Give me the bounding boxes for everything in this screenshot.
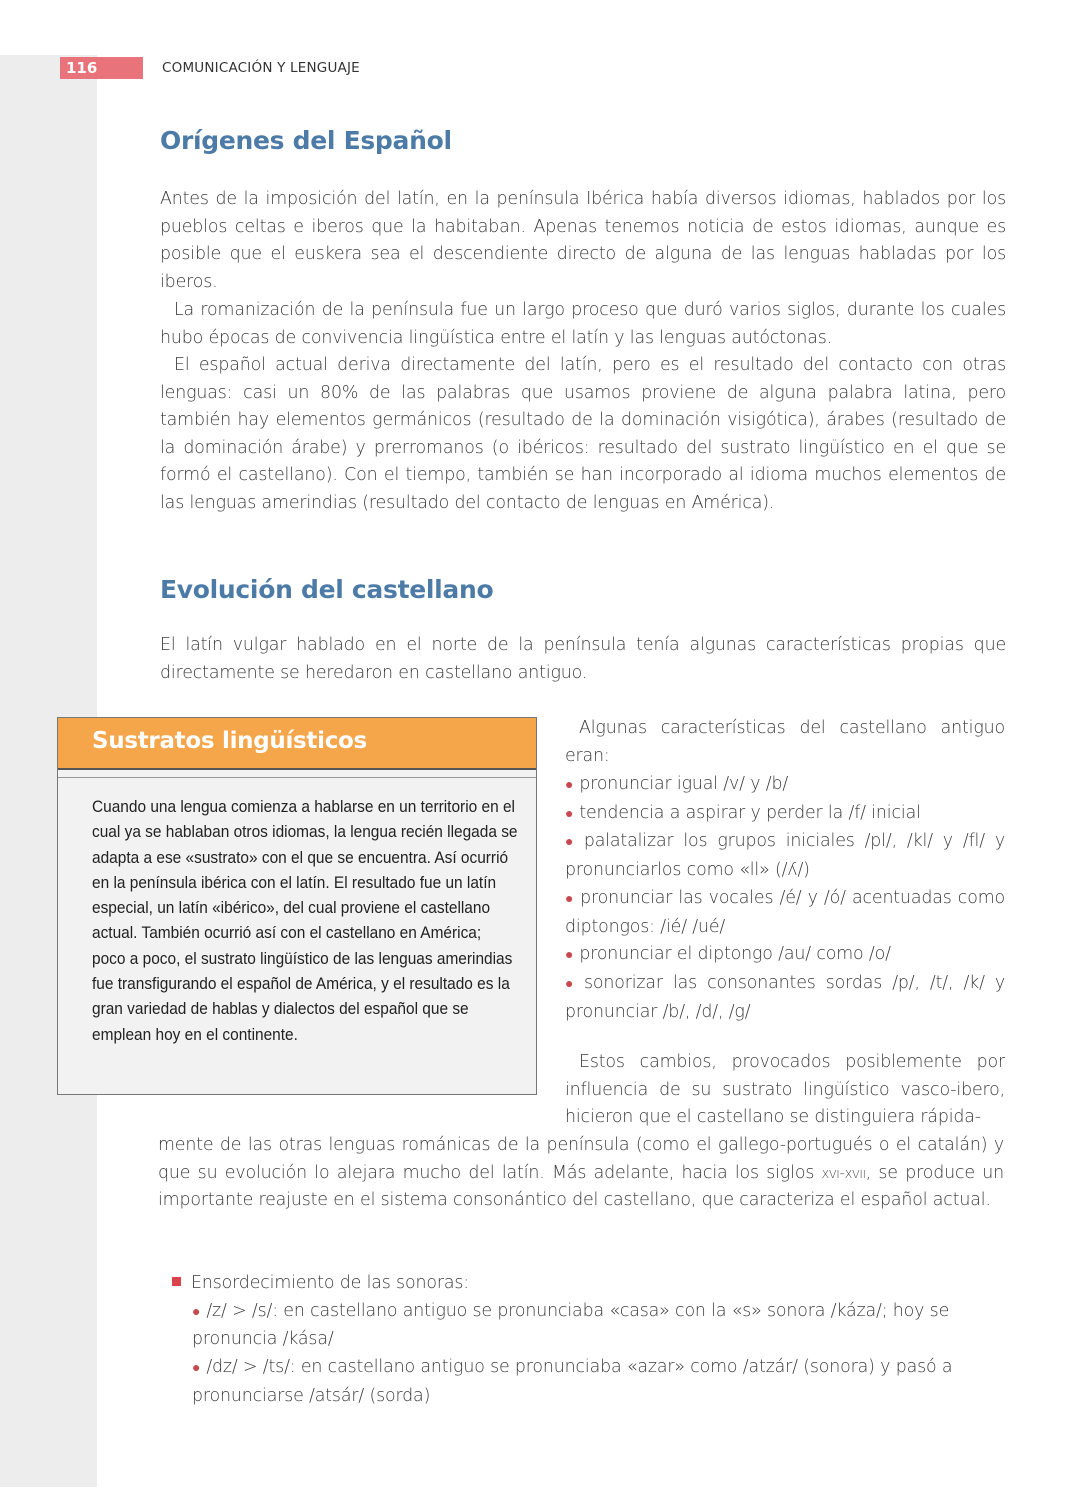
sustratos-box-body: Cuando una lengua comienza a hablarse en un territorio en el cual ya se hablaban otros idiomas, la lengua recién llegada se adapta a ese «sustrato» con el que se encuentra. Así ocurrió en la península ibérica con el latín. El resultado fue un latín especial, un latín «ibérico», del cual proviene el castellano actual. También ocurrió así con el castellano en América; poco a poco, el sustrato lingüístico de las lenguas amerindias fue transfigurando el español de América, y el resultado es la gran variedad de hablas y dialectos del español que se emplean hoy en el continente. bbox=[92, 797, 518, 1044]
bullet-icon: ● bbox=[565, 777, 574, 793]
list-item: ● /z/ > /s/: en castellano antiguo se pronunciaba «casa» con la «s» sonora /káza/; hoy se pronuncia /kása/ bbox=[192, 1300, 950, 1350]
bullet-icon: ● bbox=[565, 947, 574, 964]
ensordecimiento-list bbox=[172, 1270, 1012, 1411]
cambios-column-text: Estos cambios, provocados posiblemente por influencia de su sustrato lingüístico vasco-ibero, hicieron que el castellano se distinguiera rápida- bbox=[565, 1052, 1005, 1128]
siglos-small-caps: xvi-xvii bbox=[821, 1163, 866, 1182]
heading-evolucion: Evolución del castellano bbox=[160, 575, 494, 604]
bullet-icon: ● bbox=[192, 1360, 201, 1377]
list-item: ● palatalizar los grupos iniciales /pl/, /kl/ y /fl/ y pronunciarlos como «ll» (/ʎ/) bbox=[565, 831, 1005, 881]
caracteristicas-list bbox=[565, 771, 1005, 1026]
sustratos-box bbox=[57, 717, 537, 1095]
list-item: ● pronunciar el diptongo /au/ como /o/ bbox=[565, 944, 891, 965]
list-item: ● /dz/ > /ts/: en castellano antiguo se pronunciaba «azar» como /atzár/ (sonora) y pasó a pronunciarse /atsár/ (sorda) bbox=[192, 1357, 953, 1406]
bullet-icon: ● bbox=[565, 975, 578, 992]
bullet-icon: ● bbox=[565, 890, 575, 907]
list-item: ● tendencia a aspirar y perder la /f/ inicial bbox=[565, 802, 921, 823]
list-item: Ensordecimiento de las sonoras: ● /z/ > /s/: en castellano antiguo se pronunciaba «casa» con la «s» sonora /káza/; hoy se pronuncia /kása/ ● /dz/ > /ts/: en castellano antiguo se pronunciaba «azar» como /atzár/ (sonora) y pasó a pronunciarse /atsár/ (sorda) bbox=[172, 1270, 1012, 1411]
sustratos-box-header bbox=[58, 718, 536, 770]
page-number: 116 bbox=[60, 57, 143, 79]
list-item: ● sonorizar las consonantes sordas /p/, /t/, /k/ y pronunciar /b/, /d/, /g/ bbox=[565, 972, 1005, 1022]
list-item: ● pronunciar las vocales /é/ y /ó/ acentuadas como diptongos: /ié/ /ué/ bbox=[565, 887, 1005, 937]
cambios-paragraph: mente de las otras lenguas románicas de la península (como el gallego-portugués o el catalán) y que su evolución lo alejara mucho del latín. Más adelante, hacia los siglos xvi-xvii, se produce un importante reajuste en el sistema consonántico del castellano, que caracteriza el español actual. bbox=[158, 1135, 1005, 1211]
origenes-paragraph-3: El español actual deriva directamente del latín, pero es el resultado del contacto con otras lenguas: casi un 80% de las palabras que usamos proviene de alguna palabra latina, pero también hay elementos germánicos (resultado de la dominación visigótica), árabes (resultado de la dominación árabe) y prerromanos (o ibéricos: resultado del sustrato lingüístico en el que se formó el castellano). Con el tiempo, también se han incorporado al idioma muchos elementos de las lenguas amerindias (resultado del contacto de lenguas en América). bbox=[160, 355, 1006, 513]
heading-origenes: Orígenes del Español bbox=[160, 126, 452, 155]
bullet-icon: ● bbox=[192, 1303, 201, 1320]
bullet-icon: ● bbox=[565, 805, 574, 822]
running-head: COMUNICACIÓN Y LENGUAJE bbox=[162, 60, 360, 76]
list-item: ● pronunciar igual /v/ y /b/ bbox=[565, 774, 789, 794]
sustratos-box-divider bbox=[58, 777, 536, 778]
sustratos-box-title: Sustratos lingüísticos bbox=[92, 728, 367, 754]
bullet-icon: ● bbox=[565, 834, 578, 851]
origenes-paragraph-1: Antes de la imposición del latín, en la península Ibérica había diversos idiomas, hablados por los pueblos celtas e iberos que la habitaban. Apenas tenemos noticia de estos idiomas, aunque es posible que el euskera sea el descendiente directo de alguna de las lenguas habladas por los iberos. bbox=[160, 189, 1006, 292]
origenes-paragraph-2: La romanización de la península fue un largo proceso que duró varios siglos, durante los cuales hubo épocas de convivencia lingüística entre el latín y las lenguas autóctonas. bbox=[160, 300, 1006, 348]
ensordecimiento-sublist bbox=[172, 1298, 1012, 1411]
square-bullet-icon bbox=[172, 1277, 181, 1286]
caracteristicas-intro: Algunas características del castellano antiguo eran: bbox=[565, 718, 1005, 766]
evolucion-paragraph-1: El latín vulgar hablado en el norte de la península tenía algunas características propias que directamente se heredaron en castellano antiguo. bbox=[160, 635, 1006, 683]
